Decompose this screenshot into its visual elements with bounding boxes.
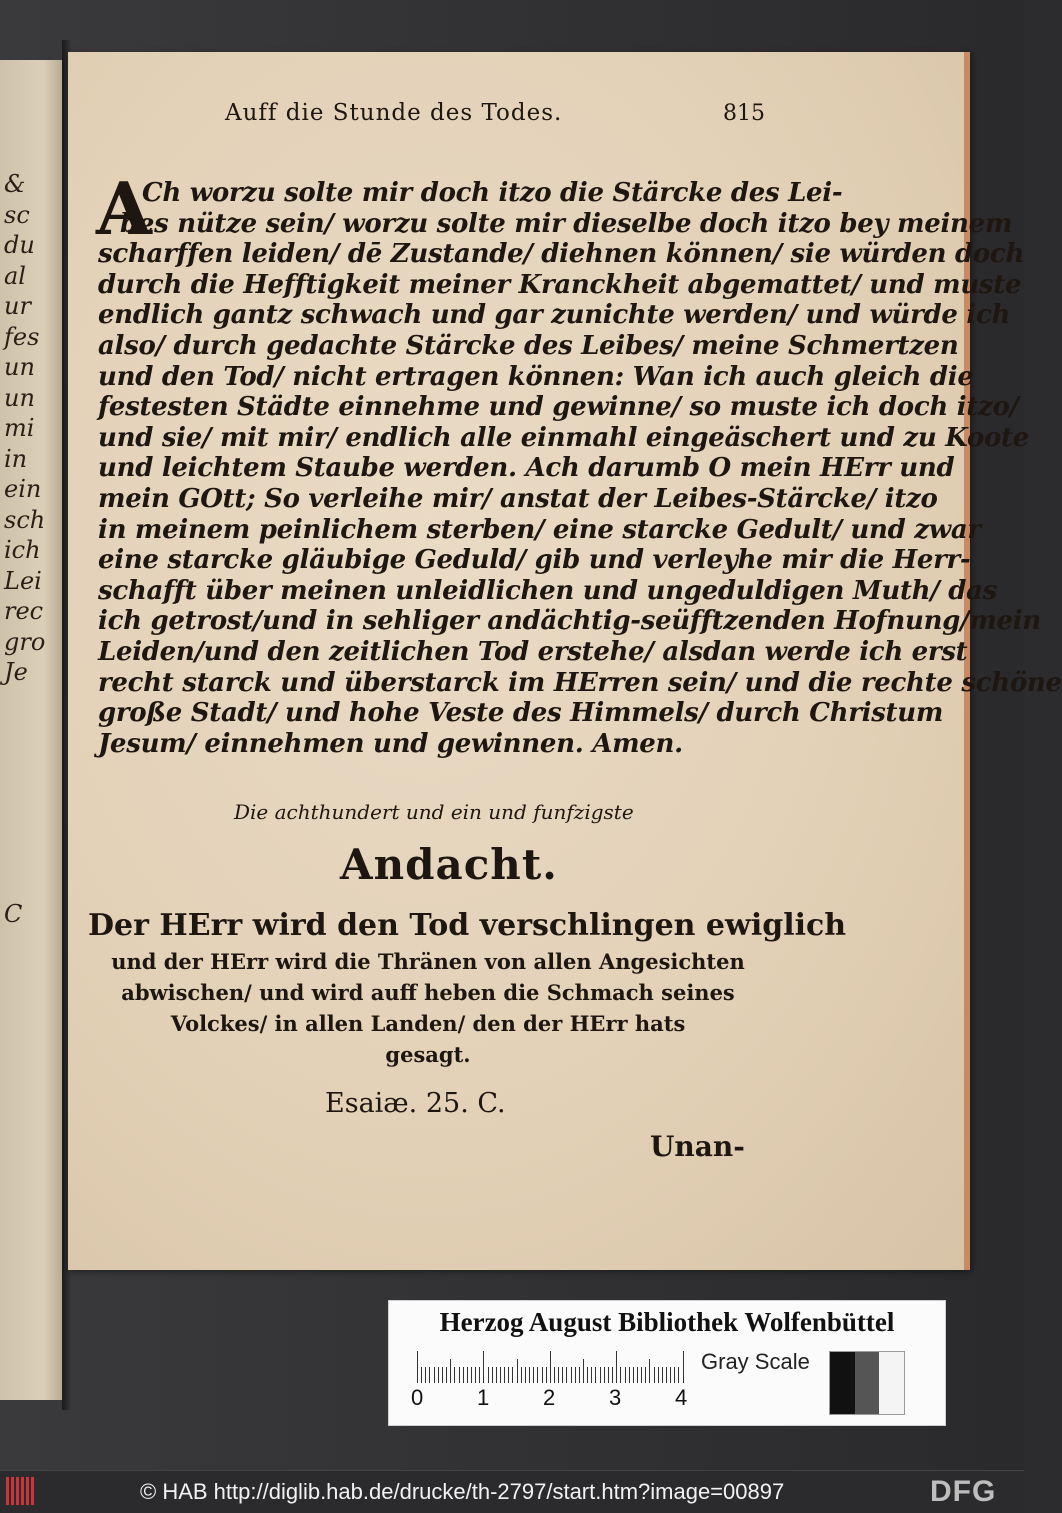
scale-ruler (417, 1351, 685, 1383)
running-header (225, 100, 765, 126)
left-page-fragment: un (4, 353, 35, 381)
left-page-fragment: du (4, 231, 35, 259)
section-heading: Die achthundert und ein und funfzigste (234, 800, 634, 824)
barcode-bar (31, 1477, 34, 1505)
copyright-url[interactable]: © HAB http://diglib.hab.de/drucke/th-2797/start.htm?image=00897 (140, 1479, 785, 1504)
ruler-tick (587, 1367, 588, 1383)
ruler-tick (608, 1367, 609, 1383)
catchword: Unan- (650, 1130, 745, 1163)
ruler-tick (629, 1367, 630, 1383)
ruler-label: 1 (477, 1385, 490, 1410)
ruler-tick (467, 1367, 468, 1383)
barcode-bar (26, 1477, 29, 1505)
left-page-fragment: ein (4, 475, 42, 503)
ruler-tick (533, 1367, 534, 1383)
verse-line: und der HErr wird die Thränen von allen Angesichten (111, 949, 745, 974)
running-head-title: Auff die Stunde des Todes. (225, 100, 563, 126)
ruler-tick (633, 1367, 634, 1383)
ruler-label: 3 (609, 1385, 622, 1410)
ruler-tick (512, 1367, 513, 1383)
ruler-tick (649, 1359, 650, 1383)
ruler-label: 4 (675, 1385, 688, 1410)
body-line: und den Tod/ nicht ertragen können: Wan ich auch gleich die (98, 361, 974, 392)
left-page-fragment: gro (4, 627, 46, 656)
page-number: 815 (723, 101, 765, 126)
ruler-tick (446, 1367, 447, 1383)
ruler-tick (483, 1351, 484, 1383)
ruler-tick (504, 1367, 505, 1383)
ruler-tick (658, 1367, 659, 1383)
barcode-bar (6, 1477, 9, 1505)
ruler-tick (496, 1367, 497, 1383)
ruler-tick (429, 1367, 430, 1383)
verse-line: abwischen/ und wird auff heben die Schmach seines (121, 980, 735, 1005)
gray-scale-swatches (829, 1351, 905, 1415)
ruler-tick (454, 1367, 455, 1383)
scripture-citation: Esaiæ. 25. C. (325, 1088, 506, 1119)
scripture-verse (88, 906, 847, 1070)
body-line: große Stadt/ und hohe Veste des Himmels/ durch Christum (98, 698, 944, 729)
verse-line: gesagt. (385, 1042, 471, 1067)
dfg-logo: DFG (930, 1475, 997, 1508)
ruler-tick (550, 1351, 551, 1383)
barcode-icon (6, 1477, 42, 1505)
body-line: festesten Städte einnehme und gewinne/ so muste ich doch itzo/ (98, 392, 1019, 423)
left-page-fragment: rec (4, 597, 44, 625)
ruler-tick (583, 1359, 584, 1383)
ruler-tick (645, 1367, 646, 1383)
body-paragraph (98, 178, 1062, 759)
ruler-tick (604, 1367, 605, 1383)
left-page-fragment: ich (4, 536, 41, 564)
ruler-tick (442, 1367, 443, 1383)
ruler-tick (500, 1367, 501, 1383)
ruler-tick (488, 1367, 489, 1383)
andacht-heading: Andacht. (340, 840, 558, 889)
body-line: durch die Hefftigkeit meiner Kranckheit abgemattet/ und muste (98, 269, 1022, 300)
library-name: Herzog August Bibliothek Wolfenbüttel (439, 1307, 895, 1337)
left-page-fragment: ur (4, 292, 31, 320)
ruler-tick (637, 1367, 638, 1383)
body-line: also/ durch gedachte Stärcke des Leibes/ meine Schmertzen (98, 330, 959, 361)
ruler-tick (591, 1367, 592, 1383)
body-line: Jesum/ einnehmen und gewinnen. Amen. (98, 728, 683, 759)
left-page-fragment: & (4, 170, 26, 198)
ruler-tick (600, 1367, 601, 1383)
ruler-tick (525, 1367, 526, 1383)
left-page-fragment: Je (4, 658, 28, 686)
ruler-tick (521, 1367, 522, 1383)
ruler-tick (546, 1367, 547, 1383)
barcode-bar (11, 1477, 14, 1505)
ruler-label: 2 (543, 1385, 556, 1410)
ruler-tick (662, 1367, 663, 1383)
verse-line: Volckes/ in allen Landen/ den der HErr hats (170, 1011, 686, 1036)
body-line: mein GOtt; So verleihe mir/ anstat der Leibes-Stärcke/ itzo (98, 483, 938, 514)
ruler-tick (678, 1367, 679, 1383)
ruler-tick (616, 1351, 617, 1383)
barcode-bar (21, 1477, 24, 1505)
ruler-tick (434, 1367, 435, 1383)
ruler-tick (421, 1367, 422, 1383)
left-page-fragment: in (4, 444, 28, 473)
ruler-tick (620, 1367, 621, 1383)
ruler-tick (475, 1367, 476, 1383)
ruler-tick (463, 1367, 464, 1383)
ruler-tick (674, 1367, 675, 1383)
ruler-tick (683, 1351, 684, 1383)
left-page-fragment: mi (4, 414, 35, 442)
ruler-tick (654, 1367, 655, 1383)
ruler-tick (425, 1367, 426, 1383)
drop-cap: A (96, 166, 152, 251)
ruler-tick (554, 1367, 555, 1383)
ruler-tick (670, 1367, 671, 1383)
ruler-tick (612, 1367, 613, 1383)
ruler-tick (575, 1367, 576, 1383)
ruler-labels (411, 1385, 711, 1415)
ruler-tick (450, 1359, 451, 1383)
ruler-tick (641, 1367, 642, 1383)
body-line: Ch worzu solte mir doch itzo die Stärcke des Lei- (142, 178, 843, 208)
body-line: und leichtem Staube werden. Ach darumb O mein HErr und (98, 453, 955, 484)
gray-swatch (830, 1352, 855, 1414)
left-page-fragment: al (4, 261, 26, 290)
ruler-tick (508, 1367, 509, 1383)
ruler-tick (417, 1351, 418, 1383)
left-page-fragment: fes (4, 322, 40, 351)
ruler-tick (438, 1367, 439, 1383)
body-line: ich getrost/und in sehliger andächtig-seüfftzenden Hofnung/mein (98, 606, 1041, 637)
ruler-tick (492, 1367, 493, 1383)
body-line: in meinem peinlichem sterben/ eine starcke Gedult/ und zwar (98, 514, 981, 545)
ruler-tick (542, 1367, 543, 1383)
gray-swatch (879, 1352, 904, 1414)
barcode-bar (16, 1477, 19, 1505)
ruler-tick (558, 1367, 559, 1383)
ruler-tick (562, 1367, 563, 1383)
body-line: Leiden/und den zeitlichen Tod erstehe/ alsdan werde ich erst (98, 636, 968, 667)
ruler-tick (625, 1367, 626, 1383)
ruler-tick (666, 1367, 667, 1383)
left-page-fragment: sch (4, 505, 46, 534)
ruler-label: 0 (411, 1385, 424, 1410)
body-line: endlich gantz schwach und gar zunichte werden/ und würde ich (98, 300, 1011, 331)
left-facing-page (0, 60, 64, 1400)
body-line: bes nütze sein/ worzu solte mir dieselbe doch itzo bey meinem (120, 208, 1013, 239)
footer-bar (0, 1470, 1024, 1513)
gray-scale-label: Gray Scale (701, 1349, 810, 1374)
body-line: und sie/ mit mir/ endlich alle einmahl eingeäschert und zu Koote (98, 422, 1029, 453)
ruler-tick (471, 1367, 472, 1383)
ruler-tick (517, 1359, 518, 1383)
color-calibration-card (388, 1300, 946, 1426)
left-page-fragment: C (4, 900, 23, 928)
verse-line: Der HErr wird den Tod verschlingen ewiglich (88, 908, 847, 943)
left-page-fragment: un (4, 383, 35, 412)
body-line: scharffen leiden/ dē Zustande/ diehnen können/ sie würden doch (98, 239, 1025, 270)
ruler-tick (579, 1367, 580, 1383)
left-page-fragment: sc (4, 200, 30, 229)
ruler-tick (529, 1367, 530, 1383)
gray-swatch (855, 1352, 880, 1414)
body-line: eine starcke gläubige Geduld/ gib und verleyhe mir die Herr- (98, 545, 971, 576)
ruler-tick (566, 1367, 567, 1383)
ruler-tick (479, 1367, 480, 1383)
ruler-tick (571, 1367, 572, 1383)
ruler-tick (459, 1367, 460, 1383)
body-line: recht starck und überstarck im HErren sein/ und die rechte schöne (98, 667, 1062, 698)
ruler-tick (595, 1367, 596, 1383)
body-line: schafft über meinen unleidlichen und ungeduldigen Muth/ das (98, 575, 997, 606)
ruler-tick (537, 1367, 538, 1383)
left-page-fragment: Lei (4, 566, 42, 595)
